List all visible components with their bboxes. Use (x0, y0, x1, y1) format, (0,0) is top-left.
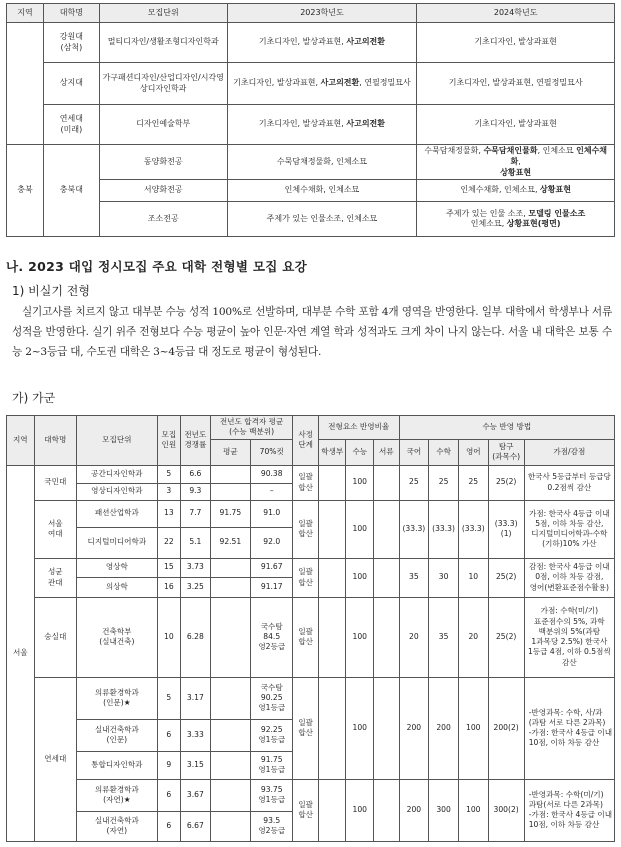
doc-cell (374, 677, 399, 779)
y2024-cell: 수묵담채정물화, 수묵담채인물화, 인체소묘 인체수채화, 상황표현 (417, 145, 615, 180)
univ-cell: 국민대 (34, 465, 76, 500)
hak-cell (318, 779, 346, 841)
p70-cell: 90.38 (251, 465, 293, 483)
y2024-cell: 기초디자인, 발상과표현 (417, 23, 615, 63)
avg-cell (210, 483, 250, 500)
quota-cell: 6 (157, 779, 180, 811)
unit-cell: 공간디자인학과 (77, 465, 158, 483)
unit-cell: 의류환경학과 (자연)★ (77, 779, 158, 811)
bonus-cell: 가점: 한국사 4등급 이내 5점, 이하 차등 감산, 디지털미디어학과-수학 (기하)10% 가산 (524, 500, 614, 558)
th-stage: 사정 단계 (293, 416, 318, 466)
th-method: 수능 반영 방법 (399, 416, 614, 440)
body-paragraph: 실기고사를 치르지 않고 대부분 수능 성적 100%로 선발하며, 대부분 수학 포함 4개 영역을 반영한다. 일부 대학에서 학생부나 서류 성적을 반영한다. 실기 위주 전형보다 수능 평균이 높아 인문·자연 계열 학과 성적과도 크게 차이 나지 않는다. 서울 내 대학은 보통 수능 2~3등급 대, 수도권 대학은 3~4등급 대 정도로 평균이 형성된다. (12, 306, 612, 358)
quota-cell: 9 (157, 751, 180, 779)
doc-cell (374, 779, 399, 841)
th-univ: 대학명 (34, 416, 76, 466)
hak-cell (318, 597, 346, 677)
unit-cell: 실내건축학과 (인문) (77, 719, 158, 751)
y2024-cell: 기초디자인, 발상과표현, 연필정밀묘사 (417, 63, 615, 105)
col-header-region: 지역 (7, 4, 44, 23)
unit-cell: 실내건축학과 (자연) (77, 811, 158, 841)
group-title: 가) 가군 (12, 391, 56, 405)
math-cell: (33.3) (429, 500, 459, 558)
col-header-2024: 2024학년도 (417, 4, 615, 23)
math-cell: 35 (429, 597, 459, 677)
avg-cell (210, 811, 250, 841)
stage-cell: 일괄 합산 (293, 558, 318, 597)
unit-cell: 동양화전공 (99, 145, 227, 180)
math-cell: 300 (429, 779, 459, 841)
p70-cell: 92.25 영1등급 (251, 719, 293, 751)
section-title: 나. 2023 대입 정시모집 주요 대학 전형별 모집 요강 (6, 259, 308, 274)
th-70cut: 70%컷 (251, 439, 293, 465)
unit-cell: 패션산업학과 (77, 500, 158, 527)
bonus-cell: -반영과목: 수학, 사/과 (과탐 서로 다른 2과목) -가점: 한국사 4등급 이내 10점, 이하 차등 감산 (524, 677, 614, 779)
col-header-2023: 2023학년도 (227, 4, 417, 23)
univ-cell: 서울 여대 (34, 500, 76, 558)
subsection-title: 1) 비실기 전형 (12, 284, 90, 298)
avg-cell (210, 577, 250, 597)
eng-cell: (33.3) (458, 500, 488, 558)
th-avg: 평균 (210, 439, 250, 465)
quota-cell: 13 (157, 500, 180, 527)
p70-cell: 국수탐 90.25 영1등급 (251, 677, 293, 719)
th-suneung: 수능 (346, 439, 374, 465)
avg-cell (210, 465, 250, 483)
unit-cell: 서양화전공 (99, 180, 227, 202)
th-math: 수학 (429, 439, 459, 465)
p70-cell: – (251, 483, 293, 500)
inq-cell: 300(2) (488, 779, 524, 841)
unit-cell: 건축학부 (실내건축) (77, 597, 158, 677)
th-prev-avg: 전년도 합격자 평균 (수능 백분위) (210, 416, 293, 440)
th-unit: 모집단위 (77, 416, 158, 466)
inq-cell: 25(2) (488, 465, 524, 500)
quota-cell: 3 (157, 483, 180, 500)
inq-cell: 25(2) (488, 558, 524, 597)
comp-cell: 3.17 (181, 677, 211, 719)
doc-cell (374, 597, 399, 677)
math-cell: 25 (429, 465, 459, 500)
eng-cell: 100 (458, 677, 488, 779)
inq-cell: 200(2) (488, 677, 524, 779)
p70-cell: 91.75 영1등급 (251, 751, 293, 779)
avg-cell (210, 779, 250, 811)
quota-cell: 6 (157, 811, 180, 841)
col-header-unit: 모집단위 (99, 4, 227, 23)
y2024-cell: 인체수채화, 인체소묘, 상황표현 (417, 180, 615, 202)
hak-cell (318, 558, 346, 597)
kor-cell: 35 (399, 558, 429, 597)
eng-cell: 20 (458, 597, 488, 677)
p70-cell: 91.0 (251, 500, 293, 527)
th-kor: 국어 (399, 439, 429, 465)
col-header-univ: 대학명 (43, 4, 99, 23)
suneung-cell: 100 (346, 558, 374, 597)
comp-cell: 3.25 (181, 577, 211, 597)
kor-cell: 20 (399, 597, 429, 677)
admission-table-2023-2024 (6, 3, 615, 237)
univ-cell: 충북대 (43, 145, 99, 237)
kor-cell: 200 (399, 677, 429, 779)
region-cell: 충북 (7, 145, 44, 237)
bonus-cell: 감점: 한국사 4등급 이내 0점, 이하 차등 감점, 영어(변환표준점수활용) (524, 558, 614, 597)
eng-cell: 10 (458, 558, 488, 597)
inq-cell: 25(2) (488, 597, 524, 677)
comp-cell: 6.67 (181, 811, 211, 841)
y2023-cell: 기초디자인, 발상과표현, 사고의전환 (227, 105, 417, 145)
stage-cell: 일괄 합산 (293, 597, 318, 677)
unit-cell: 통합디자인학과 (77, 751, 158, 779)
th-eng: 영어 (458, 439, 488, 465)
p70-cell: 92.0 (251, 527, 293, 558)
comp-cell: 6.6 (181, 465, 211, 483)
unit-cell: 영상디자인학과 (77, 483, 158, 500)
doc-cell (374, 465, 399, 500)
suneung-cell: 100 (346, 677, 374, 779)
comp-cell: 3.15 (181, 751, 211, 779)
y2023-cell: 기초디자인, 발상과표현, 사고의전환 (227, 23, 417, 63)
suneung-cell: 100 (346, 779, 374, 841)
avg-cell (210, 719, 250, 751)
th-hak: 학생부 (318, 439, 346, 465)
th-region: 지역 (7, 416, 35, 466)
avg-cell (210, 751, 250, 779)
p70-cell: 93.5 영2등급 (251, 811, 293, 841)
bonus-cell: 한국사 5등급부터 등급당 0.2점씩 감산 (524, 465, 614, 500)
quota-cell: 5 (157, 677, 180, 719)
avg-cell (210, 558, 250, 577)
quota-cell: 22 (157, 527, 180, 558)
univ-cell: 성균 관대 (34, 558, 76, 597)
comp-cell: 5.1 (181, 527, 211, 558)
th-competition: 전년도 경쟁률 (181, 416, 211, 466)
quota-cell: 6 (157, 719, 180, 751)
doc-cell (374, 558, 399, 597)
hak-cell (318, 677, 346, 779)
doc-cell (374, 500, 399, 558)
univ-cell: 상지대 (43, 63, 99, 105)
p70-cell: 93.75 영1등급 (251, 779, 293, 811)
hak-cell (318, 500, 346, 558)
p70-cell: 91.67 (251, 558, 293, 577)
y2023-cell: 주제가 있는 인물소조, 인체소묘 (227, 202, 417, 237)
unit-cell: 의상학 (77, 577, 158, 597)
kor-cell: 200 (399, 779, 429, 841)
p70-cell: 국수탐 84.5 영2등급 (251, 597, 293, 677)
univ-cell: 숭실대 (34, 597, 76, 677)
region-cell: 서울 (7, 465, 35, 841)
stage-cell: 일괄 합산 (293, 500, 318, 558)
eng-cell: 25 (458, 465, 488, 500)
ga-group-table (6, 415, 615, 842)
p70-cell: 91.17 (251, 577, 293, 597)
kor-cell: 25 (399, 465, 429, 500)
th-doc: 서류 (374, 439, 399, 465)
unit-cell: 디자인예술학부 (99, 105, 227, 145)
math-cell: 30 (429, 558, 459, 597)
unit-cell: 가구패션디자인/산업디자인/시각영상디자인학과 (99, 63, 227, 105)
univ-cell: 강원대 (삼척) (43, 23, 99, 63)
univ-cell: 연세대 (미래) (43, 105, 99, 145)
th-bonus: 가점/감점 (524, 439, 614, 465)
comp-cell: 7.7 (181, 500, 211, 527)
y2023-cell: 기초디자인, 발상과표현, 사고의전환, 연필정밀묘사 (227, 63, 417, 105)
comp-cell: 3.73 (181, 558, 211, 577)
region-cell-empty (7, 23, 44, 145)
bonus-cell: 가점: 수학(미/기) 표준점수의 5%, 과학 백분위의 5%(과탐 1과목당 2.5%) 한국사 1등급 4점, 이하 0.5점씩 감산 (524, 597, 614, 677)
comp-cell: 3.33 (181, 719, 211, 751)
unit-cell: 조소전공 (99, 202, 227, 237)
eng-cell: 100 (458, 779, 488, 841)
suneung-cell: 100 (346, 500, 374, 558)
th-quota: 모집 인원 (157, 416, 180, 466)
avg-cell: 91.75 (210, 500, 250, 527)
y2024-cell: 기초디자인, 발상과표현 (417, 105, 615, 145)
th-ratio: 전형요소 반영비율 (318, 416, 399, 440)
suneung-cell: 100 (346, 465, 374, 500)
stage-cell: 일괄 합산 (293, 465, 318, 500)
quota-cell: 10 (157, 597, 180, 677)
y2023-cell: 수묵담채정물화, 인체소묘 (227, 145, 417, 180)
comp-cell: 6.28 (181, 597, 211, 677)
th-inq: 탐구 (과목수) (488, 439, 524, 465)
y2024-cell: 주제가 있는 인물 소조, 모델링 인물소조 인체소묘, 상황표현(평면) (417, 202, 615, 237)
y2023-cell: 인체수채화, 인체소묘 (227, 180, 417, 202)
quota-cell: 16 (157, 577, 180, 597)
unit-cell: 멀티디자인/생활조형디자인학과 (99, 23, 227, 63)
comp-cell: 9.3 (181, 483, 211, 500)
unit-cell: 영상학 (77, 558, 158, 577)
quota-cell: 15 (157, 558, 180, 577)
stage-cell: 일괄 합산 (293, 677, 318, 779)
quota-cell: 5 (157, 465, 180, 483)
bonus-cell: -반영과목: 수학(미/기) 과탐(서로 다른 2과목) -가점: 한국사 4등급 이내 10점, 이하 차등 감산 (524, 779, 614, 841)
avg-cell: 92.51 (210, 527, 250, 558)
unit-cell: 의류환경학과 (인문)★ (77, 677, 158, 719)
avg-cell (210, 597, 250, 677)
univ-cell: 연세대 (34, 677, 76, 841)
inq-cell: (33.3)(1) (488, 500, 524, 558)
comp-cell: 3.67 (181, 779, 211, 811)
suneung-cell: 100 (346, 597, 374, 677)
unit-cell: 디지털미디어학과 (77, 527, 158, 558)
stage-cell: 일괄 합산 (293, 779, 318, 841)
avg-cell (210, 677, 250, 719)
kor-cell: (33.3) (399, 500, 429, 558)
hak-cell (318, 465, 346, 500)
math-cell: 200 (429, 677, 459, 779)
